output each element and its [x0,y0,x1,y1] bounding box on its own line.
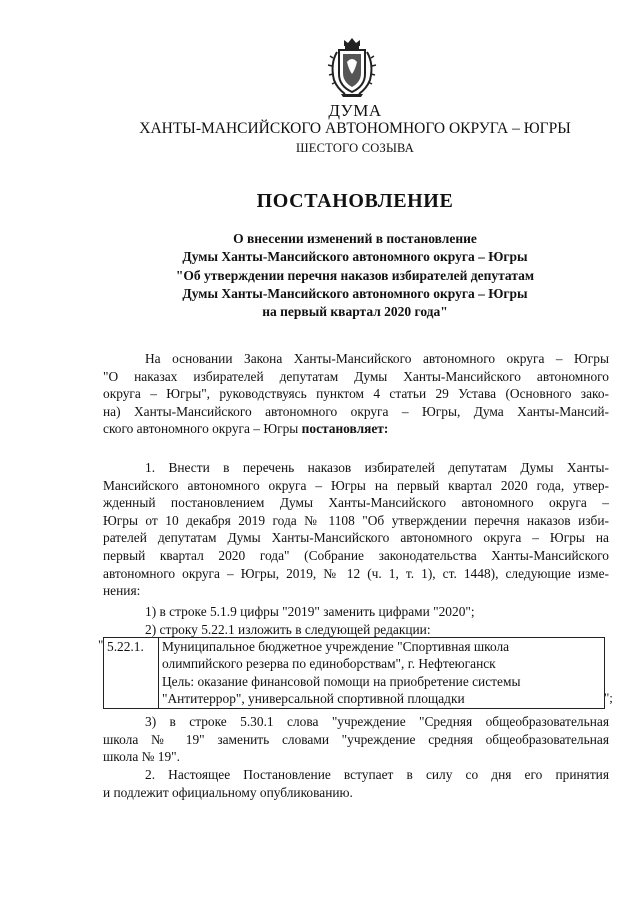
subject-line: Думы Ханты-Мансийского автономного округа – Югры [182,285,528,301]
paragraph-line: Югры от 10 декабря 2019 года № 1108 "Об утверждении перечня наказов изби- [103,512,609,528]
paragraph-line: нения: [103,583,141,599]
cell-line: Цель: оказание финансовой помощи на приобретение системы [162,673,521,689]
paragraph-line: Мансийского автономного округа – Югры на первый квартал 2020 года, утвер- [103,477,609,493]
convocation: ШЕСТОГО СОЗЫВА [295,141,415,155]
paragraph-line: школа № 19". [103,749,180,765]
document-type-heading: ПОСТАНОВЛЕНИЕ [256,190,454,212]
council-title: ДУМА [328,101,382,120]
subject-line: Думы Ханты-Мансийского автономного округа – Югры [182,249,528,265]
cell-line: Муниципальное бюджетное учреждение "Спортивная школа [162,639,510,654]
paragraph-line: 2. Настоящее Постановление вступает в силу со дня его принятия [145,767,609,782]
subject-line: О внесении изменений в постановление [233,231,477,246]
subject-line: "Об утверждении перечня наказов избирателей депутатам [175,267,535,283]
replacement-table [103,637,605,709]
cell-line: "Антитеррор", универсальной спортивной площадки [162,691,465,707]
document-subject [35,230,640,321]
table-row [104,638,605,709]
item-2-paragraph [103,766,609,801]
paragraph-line: 3) в строке 5.30.1 слова "учреждение "Средняя общеобразовательная [145,714,609,729]
paragraph-line: автономного округа – Югры, 2019, № 12 (ч. 1, т. 1), ст. 1448), следующие изме- [103,565,609,581]
subitem-1: 1) в строке 5.1.9 цифры "2019" заменить цифрами "2020"; [145,604,475,619]
paragraph-line: На основании Закона Ханты-Мансийского автономного округа – Югры [145,351,609,366]
paragraph-line-text: ского автономного округа – Югры [103,421,302,437]
region-name: ХАНТЫ-МАНСИЙСКОГО АВТОНОМНОГО ОКРУГА – ЮГРЫ [139,120,571,137]
preamble-paragraph [103,350,609,438]
cell-line: олимпийского резерва по единоборствам", г. Нефтеюганск [162,656,496,672]
paragraph-line [103,420,609,438]
paragraph-line: рателей депутатам Думы Ханты-Мансийского автономного округа – Югры на [103,530,609,546]
table-open-quote: " [98,637,104,652]
paragraph-line: 1. Внести в перечень наказов избирателей депутатам Думы Ханты- [145,460,609,475]
row-text-cell [159,638,605,709]
paragraph-line: на) Ханты-Мансийского автономного округа – Югры, Дума Ханты-Мансий- [103,403,609,419]
row-number-cell: 5.22.1. [104,638,159,709]
paragraph-line: "О наказах избирателей депутатам Думы Ханты-Мансийского автономного [103,368,609,384]
resolves-keyword: постановляет: [301,421,389,437]
paragraph-line: школа № 19" заменить словами "учреждение средняя общеобразовательная [103,731,609,747]
subitems-list [103,603,475,638]
paragraph-line: жденный постановлением Думы Ханты-Мансийского автономного округа – [103,495,609,511]
item-1-paragraph [103,459,609,600]
item-3-paragraph [103,713,609,766]
table-close-quote: "; [604,690,613,705]
paragraph-line: и подлежит официальному опубликованию. [103,784,353,800]
paragraph-line: первый квартал 2020 года" (Собрание законодательства Ханты-Мансийского [103,547,609,563]
subitem-2: 2) строку 5.22.1 изложить в следующей редакции: [145,621,431,637]
coat-of-arms-emblem [327,36,377,98]
subject-line: на первый квартал 2020 года" [262,304,448,320]
paragraph-line: округа – Югры", руководствуясь пунктом 4 статьи 29 Устава (Основного зако- [103,386,609,402]
